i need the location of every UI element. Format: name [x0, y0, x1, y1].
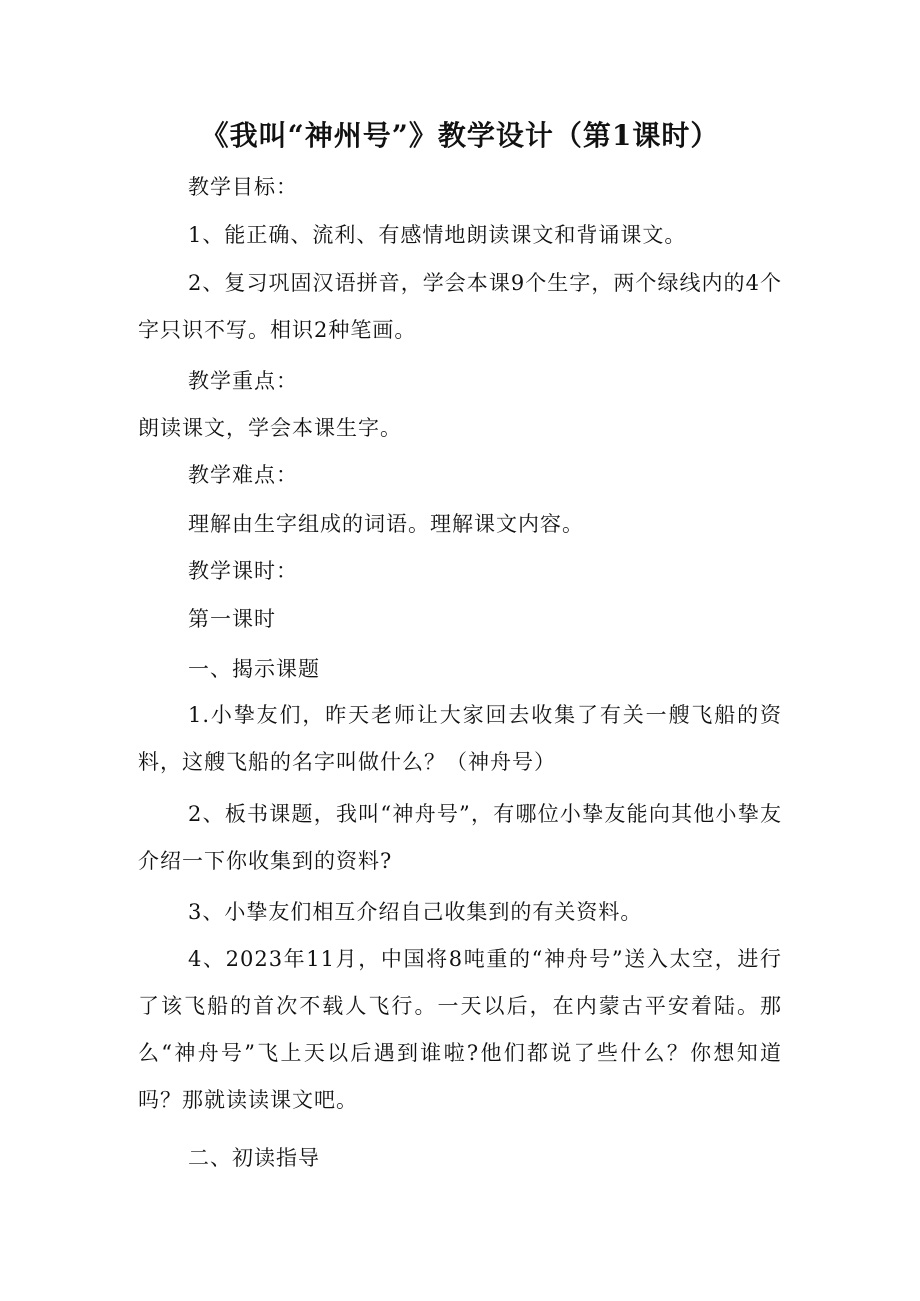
- section-2-heading: 二、初读指导: [188, 1146, 320, 1170]
- section-1-heading: 一、揭示课题: [188, 657, 320, 681]
- key-heading: 教学重点：: [188, 369, 298, 393]
- period-text: 第一课时: [188, 607, 276, 631]
- key-text: 朗读课文，学会本课生字。: [138, 416, 402, 440]
- step-4: 4、2023年11月，中国将8吨重的“神舟号”送入太空，进行了该飞船的首次不载人飞行。一天以后，在内蒙古平安着陆。那么“神舟号”飞上天以后遇到谁啦?他们都说了些什么？你想知道吗？那就读读课文吧。: [138, 947, 782, 1112]
- step-3: 3、小挚友们相互介绍自己收集到的有关资料。: [188, 900, 643, 924]
- goal-heading: 教学目标：: [188, 175, 298, 199]
- step-2: 2、板书课题，我叫“神舟号”，有哪位小挚友能向其他小挚友介绍一下你收集到的资料?: [138, 802, 782, 873]
- difficulty-heading: 教学难点：: [188, 463, 298, 487]
- difficulty-text: 理解由生字组成的词语。理解课文内容。: [188, 512, 584, 536]
- goal-1: 1、能正确、流利、有感情地朗读课文和背诵课文。: [188, 223, 687, 247]
- period-heading: 教学课时：: [188, 559, 298, 583]
- document-title: 《我叫“神州号”》教学设计（第1课时）: [200, 119, 720, 152]
- step-1: 1.小挚友们，昨天老师让大家回去收集了有关一艘飞船的资料，这艘飞船的名字叫做什么？（神舟号）: [138, 703, 782, 774]
- goal-2: 2、复习巩固汉语拼音，学会本课9个生字，两个绿线内的4个字只识不写。相识2种笔画。: [138, 271, 782, 342]
